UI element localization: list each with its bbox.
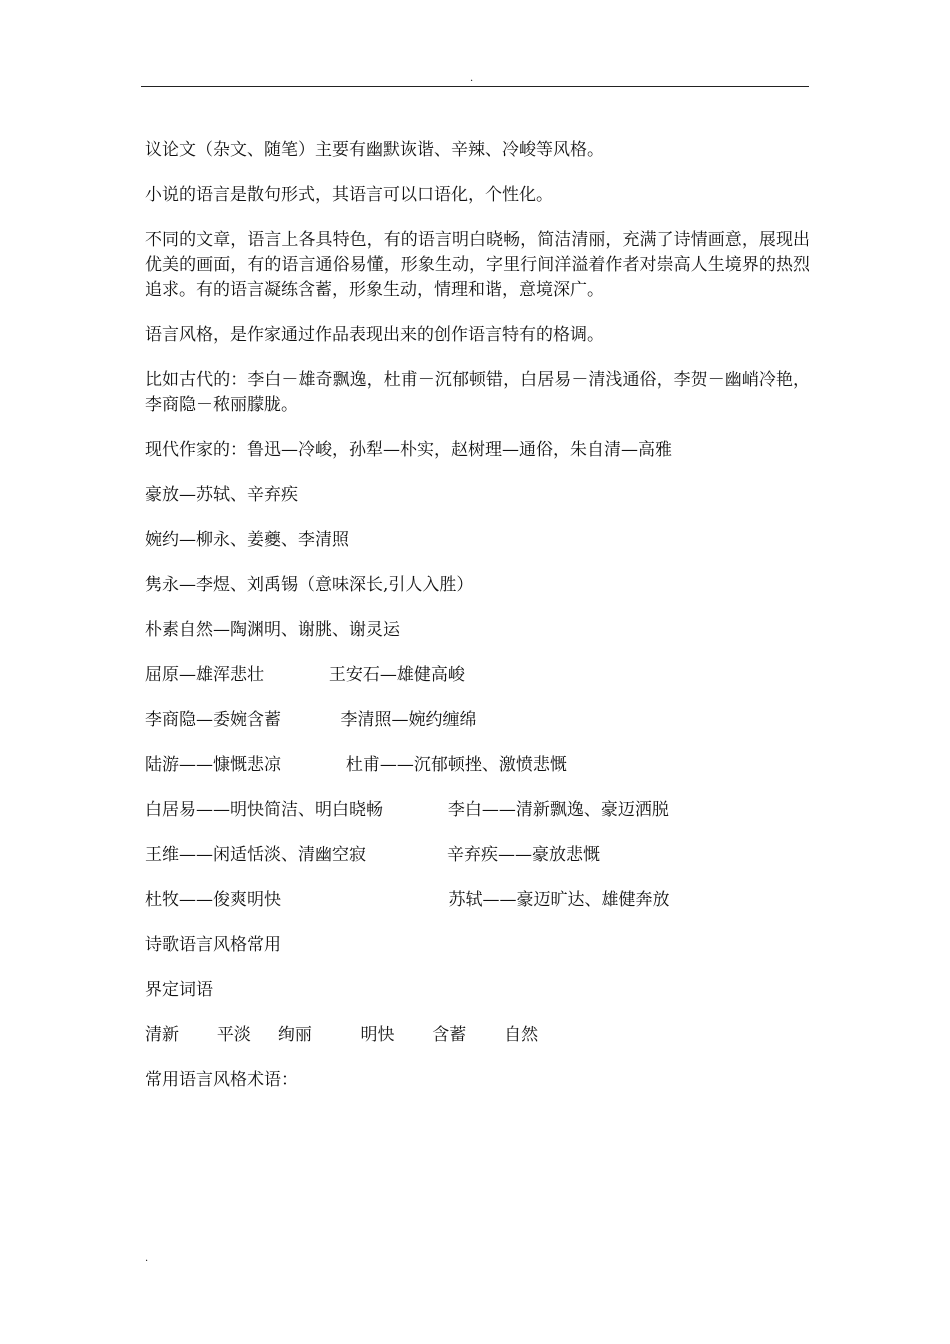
- paragraph: 王维——闲适恬淡、清幽空寂 辛弃疾——豪放悲慨: [145, 845, 601, 865]
- paragraph: 李商隐—委婉含蓄 李清照—婉约缠绵: [145, 710, 477, 730]
- paragraph: 语言风格，是作家通过作品表现出来的创作语言特有的格调。: [145, 325, 604, 345]
- paragraph: 现代作家的：鲁迅—冷峻，孙犁—朴实，赵树理—通俗，朱自清—高雅: [145, 440, 672, 460]
- paragraph: 陆游——慷慨悲凉 杜甫——沉郁顿挫、激愤悲慨: [145, 755, 567, 775]
- paragraph: 诗歌语言风格常用: [145, 935, 281, 955]
- paragraph: 白居易——明快简洁、明白晓畅 李白——清新飘逸、豪迈洒脱: [145, 800, 669, 820]
- paragraph: 隽永—李煜、刘禹锡（意味深长,引人入胜）: [145, 575, 474, 595]
- paragraph: 婉约—柳永、姜夔、李清照: [145, 530, 349, 550]
- paragraph: 朴素自然—陶渊明、谢朓、谢灵运: [145, 620, 400, 640]
- footer-mark: .: [145, 1253, 149, 1264]
- paragraph: 界定词语: [145, 980, 213, 1000]
- paragraph: 常用语言风格术语：: [145, 1070, 298, 1090]
- paragraph: 清新 平淡 绚丽 明快 含蓄 自然: [145, 1025, 539, 1045]
- header-mark: .: [470, 73, 474, 84]
- paragraph: 杜牧——俊爽明快 苏轼——豪迈旷达、雄健奔放: [145, 890, 670, 910]
- paragraph: 比如古代的：李白－雄奇飘逸，杜甫－沉郁顿错，白居易－清浅通俗，李贺－幽峭冷艳，李商隐－秾丽朦胧。: [145, 370, 810, 415]
- document-body: [145, 138, 810, 1113]
- paragraph: 小说的语言是散句形式，其语言可以口语化，个性化。: [145, 185, 553, 205]
- paragraph: 豪放—苏轼、辛弃疾: [145, 485, 298, 505]
- header-rule: [141, 86, 809, 87]
- paragraph: 屈原—雄浑悲壮 王安石—雄健高峻: [145, 665, 465, 685]
- paragraph: 议论文（杂文、随笔）主要有幽默诙谐、辛辣、冷峻等风格。: [145, 140, 604, 160]
- paragraph: 不同的文章，语言上各具特色，有的语言明白晓畅，简洁清丽，充满了诗情画意，展现出优美的画面，有的语言通俗易懂，形象生动，字里行间洋溢着作者对崇高人生境界的热烈追求。有的语言凝练含蓄，形象生动，情理和谐，意境深广。: [145, 230, 810, 300]
